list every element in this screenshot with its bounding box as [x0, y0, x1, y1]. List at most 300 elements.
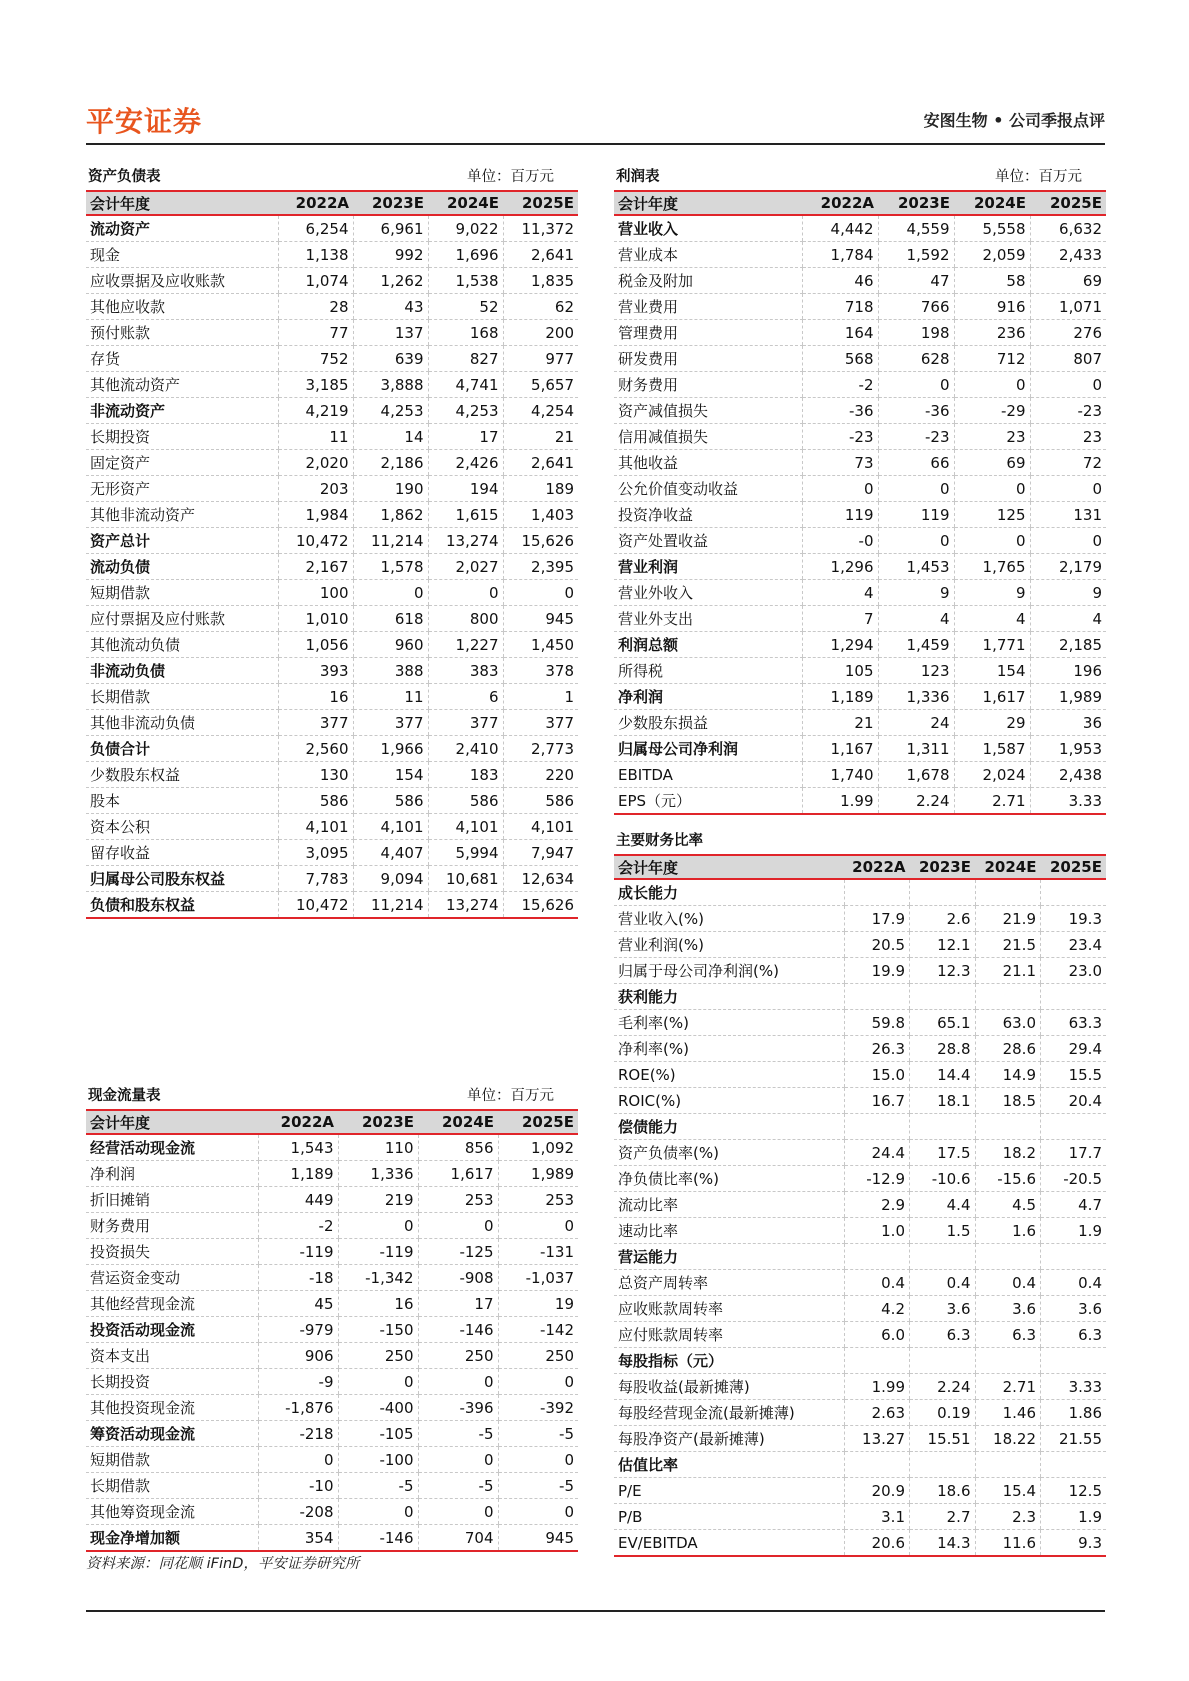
- value-cell: 1,092: [498, 1134, 578, 1161]
- table-row: [614, 932, 1106, 958]
- table-row: [614, 554, 1106, 580]
- income-statement: [614, 164, 1106, 815]
- value-cell: 20.5: [844, 932, 910, 958]
- table-row: [86, 1395, 578, 1421]
- value-cell: 19: [498, 1291, 578, 1317]
- value-cell: 220: [503, 762, 578, 788]
- value-cell: 0: [954, 528, 1030, 554]
- value-cell: 0.19: [910, 1400, 976, 1426]
- value-cell: [1041, 1348, 1107, 1374]
- value-cell: 9: [1030, 580, 1106, 606]
- table-row: [614, 906, 1106, 932]
- row-label: 管理费用: [614, 320, 802, 346]
- value-cell: 2,167: [278, 554, 353, 580]
- value-cell: -15.6: [975, 1166, 1041, 1192]
- value-cell: -1,342: [338, 1265, 418, 1291]
- value-cell: 12.5: [1041, 1478, 1107, 1504]
- table-row: [86, 1499, 578, 1525]
- value-cell: 377: [353, 710, 428, 736]
- value-cell: 1,835: [503, 268, 578, 294]
- table-row: [614, 1426, 1106, 1452]
- value-cell: 10,681: [428, 866, 503, 892]
- value-cell: 28.6: [975, 1036, 1041, 1062]
- header-year-cell: 2024E: [954, 191, 1030, 215]
- row-label: 所得税: [614, 658, 802, 684]
- value-cell: 1.99: [844, 1374, 910, 1400]
- row-label: 留存收益: [86, 840, 278, 866]
- value-cell: 4,254: [503, 398, 578, 424]
- value-cell: 6.3: [910, 1322, 976, 1348]
- table-row: [614, 1010, 1106, 1036]
- value-cell: 4.5: [975, 1192, 1041, 1218]
- value-cell: -5: [498, 1473, 578, 1499]
- value-cell: -23: [878, 424, 954, 450]
- value-cell: 17.7: [1041, 1140, 1107, 1166]
- value-cell: -131: [498, 1239, 578, 1265]
- value-cell: 63.0: [975, 1010, 1041, 1036]
- row-label: 其他流动资产: [86, 372, 278, 398]
- value-cell: 4: [878, 606, 954, 632]
- value-cell: 23.0: [1041, 958, 1107, 984]
- table-row: [86, 710, 578, 736]
- table-row: [614, 1348, 1106, 1374]
- header-year-cell: 2023E: [353, 191, 428, 215]
- value-cell: 1.46: [975, 1400, 1041, 1426]
- value-cell: 4,253: [428, 398, 503, 424]
- row-label: 偿债能力: [614, 1114, 844, 1140]
- value-cell: 15,626: [503, 528, 578, 554]
- table-row: [614, 684, 1106, 710]
- value-cell: 1,453: [878, 554, 954, 580]
- table-row: [614, 1322, 1106, 1348]
- header-year-cell: 2022A: [844, 855, 910, 879]
- value-cell: 119: [802, 502, 878, 528]
- value-cell: [975, 1452, 1041, 1478]
- value-cell: 1.5: [910, 1218, 976, 1244]
- table-row: [86, 1134, 578, 1161]
- value-cell: 190: [353, 476, 428, 502]
- value-cell: 15.0: [844, 1062, 910, 1088]
- header-year-cell: 2022A: [278, 191, 353, 215]
- row-label: 每股净资产(最新摊薄): [614, 1426, 844, 1452]
- value-cell: 827: [428, 346, 503, 372]
- table-row: [614, 268, 1106, 294]
- value-cell: [844, 879, 910, 906]
- table-row: [614, 632, 1106, 658]
- table-row: [86, 320, 578, 346]
- row-label: 短期借款: [86, 580, 278, 606]
- value-cell: 13.27: [844, 1426, 910, 1452]
- row-label: 股本: [86, 788, 278, 814]
- table-row: [86, 1187, 578, 1213]
- value-cell: -208: [258, 1499, 338, 1525]
- value-cell: 7,947: [503, 840, 578, 866]
- table-row: [614, 788, 1106, 815]
- value-cell: 26.3: [844, 1036, 910, 1062]
- row-label: 获利能力: [614, 984, 844, 1010]
- row-label: ROIC(%): [614, 1088, 844, 1114]
- value-cell: 9: [954, 580, 1030, 606]
- value-cell: 1,296: [802, 554, 878, 580]
- value-cell: 1,696: [428, 242, 503, 268]
- table-row: [614, 1192, 1106, 1218]
- table-row: [86, 606, 578, 632]
- row-label: 其他流动负债: [86, 632, 278, 658]
- value-cell: [844, 1244, 910, 1270]
- row-label: 短期借款: [86, 1447, 258, 1473]
- row-label: 总资产周转率: [614, 1270, 844, 1296]
- row-label: EPS（元）: [614, 788, 802, 815]
- value-cell: 47: [878, 268, 954, 294]
- table-row: [86, 450, 578, 476]
- financial-ratios: [614, 828, 1106, 1557]
- value-cell: 2,438: [1030, 762, 1106, 788]
- value-cell: 0: [498, 1213, 578, 1239]
- value-cell: [910, 1348, 976, 1374]
- value-cell: 0: [954, 372, 1030, 398]
- value-cell: 0: [1030, 528, 1106, 554]
- row-label: 长期投资: [86, 1369, 258, 1395]
- value-cell: -0: [802, 528, 878, 554]
- value-cell: 718: [802, 294, 878, 320]
- table-row: [614, 320, 1106, 346]
- value-cell: 28: [278, 294, 353, 320]
- table-row: [86, 242, 578, 268]
- row-label: 净负债比率(%): [614, 1166, 844, 1192]
- row-label: 少数股东损益: [614, 710, 802, 736]
- row-label: 资产处置收益: [614, 528, 802, 554]
- value-cell: 1,167: [802, 736, 878, 762]
- balance-sheet-title: 资产负债表: [88, 169, 161, 185]
- value-cell: -218: [258, 1421, 338, 1447]
- value-cell: 10,472: [278, 528, 353, 554]
- cash-flow-title: 现金流量表: [88, 1088, 161, 1104]
- row-label: EV/EBITDA: [614, 1530, 844, 1557]
- row-label: 营运资金变动: [86, 1265, 258, 1291]
- value-cell: 2,024: [954, 762, 1030, 788]
- value-cell: 154: [954, 658, 1030, 684]
- header-label-cell: 会计年度: [86, 1110, 258, 1134]
- table-row: [614, 398, 1106, 424]
- value-cell: 766: [878, 294, 954, 320]
- value-cell: -100: [338, 1447, 418, 1473]
- value-cell: 198: [878, 320, 954, 346]
- row-label: 无形资产: [86, 476, 278, 502]
- table-row: [614, 710, 1106, 736]
- value-cell: 0.4: [844, 1270, 910, 1296]
- value-cell: [975, 1348, 1041, 1374]
- value-cell: 0: [338, 1213, 418, 1239]
- value-cell: 377: [278, 710, 353, 736]
- value-cell: 21: [503, 424, 578, 450]
- table-header-row: [86, 1110, 578, 1134]
- value-cell: 1,056: [278, 632, 353, 658]
- table-row: [86, 424, 578, 450]
- header-year-cell: 2025E: [1041, 855, 1107, 879]
- value-cell: [910, 1244, 976, 1270]
- value-cell: 23.4: [1041, 932, 1107, 958]
- value-cell: [1041, 1452, 1107, 1478]
- value-cell: -5: [338, 1473, 418, 1499]
- row-label: 存货: [86, 346, 278, 372]
- row-label: 长期投资: [86, 424, 278, 450]
- value-cell: 3.6: [1041, 1296, 1107, 1322]
- value-cell: 15.5: [1041, 1062, 1107, 1088]
- value-cell: 992: [353, 242, 428, 268]
- value-cell: 2.3: [975, 1504, 1041, 1530]
- table-row: [86, 502, 578, 528]
- value-cell: -1,876: [258, 1395, 338, 1421]
- row-label: 少数股东权益: [86, 762, 278, 788]
- table-row: [86, 684, 578, 710]
- value-cell: 2,186: [353, 450, 428, 476]
- value-cell: [910, 1114, 976, 1140]
- row-label: 每股指标（元）: [614, 1348, 844, 1374]
- table-row: [614, 736, 1106, 762]
- table-row: [614, 502, 1106, 528]
- value-cell: 0: [954, 476, 1030, 502]
- value-cell: 77: [278, 320, 353, 346]
- value-cell: 2.9: [844, 1192, 910, 1218]
- financial-ratios-table: [614, 854, 1106, 1557]
- value-cell: 1,294: [802, 632, 878, 658]
- value-cell: 0: [498, 1369, 578, 1395]
- row-label: 归属于母公司净利润(%): [614, 958, 844, 984]
- financial-ratios-head: [614, 828, 1106, 854]
- value-cell: 36: [1030, 710, 1106, 736]
- table-row: [614, 1270, 1106, 1296]
- value-cell: -400: [338, 1395, 418, 1421]
- balance-sheet-unit: 单位：百万元: [467, 169, 554, 185]
- value-cell: 6.3: [975, 1322, 1041, 1348]
- value-cell: [910, 879, 976, 906]
- row-label: 财务费用: [86, 1213, 258, 1239]
- value-cell: 4.7: [1041, 1192, 1107, 1218]
- value-cell: 15,626: [503, 892, 578, 919]
- value-cell: 4,407: [353, 840, 428, 866]
- cash-flow-statement: [86, 1083, 578, 1552]
- value-cell: 100: [278, 580, 353, 606]
- value-cell: [844, 1452, 910, 1478]
- value-cell: 0: [418, 1369, 498, 1395]
- income-statement-head: [614, 164, 1106, 190]
- value-cell: 0: [498, 1499, 578, 1525]
- table-row: [86, 554, 578, 580]
- value-cell: 807: [1030, 346, 1106, 372]
- value-cell: 5,558: [954, 215, 1030, 242]
- value-cell: 9,094: [353, 866, 428, 892]
- value-cell: 10,472: [278, 892, 353, 919]
- value-cell: -908: [418, 1265, 498, 1291]
- value-cell: [844, 1348, 910, 1374]
- row-label: 营业收入: [614, 215, 802, 242]
- value-cell: 0: [338, 1369, 418, 1395]
- row-label: 筹资活动现金流: [86, 1421, 258, 1447]
- table-row: [614, 215, 1106, 242]
- value-cell: 11: [353, 684, 428, 710]
- value-cell: 196: [1030, 658, 1106, 684]
- value-cell: 43: [353, 294, 428, 320]
- header-year-cell: 2024E: [975, 855, 1041, 879]
- value-cell: 4,741: [428, 372, 503, 398]
- value-cell: 1.6: [975, 1218, 1041, 1244]
- value-cell: 0: [1030, 476, 1106, 502]
- value-cell: 29.4: [1041, 1036, 1107, 1062]
- table-row: [614, 580, 1106, 606]
- header-label-cell: 会计年度: [614, 191, 802, 215]
- value-cell: 0: [878, 528, 954, 554]
- value-cell: 58: [954, 268, 1030, 294]
- value-cell: 69: [954, 450, 1030, 476]
- row-label: 其他经营现金流: [86, 1291, 258, 1317]
- value-cell: 45: [258, 1291, 338, 1317]
- value-cell: 1,138: [278, 242, 353, 268]
- value-cell: 1,953: [1030, 736, 1106, 762]
- row-label: 营业外支出: [614, 606, 802, 632]
- value-cell: 1.0: [844, 1218, 910, 1244]
- value-cell: 164: [802, 320, 878, 346]
- value-cell: 1,989: [498, 1161, 578, 1187]
- value-cell: 0: [418, 1213, 498, 1239]
- row-label: 流动负债: [86, 554, 278, 580]
- value-cell: 2.7: [910, 1504, 976, 1530]
- value-cell: 1,311: [878, 736, 954, 762]
- row-label: P/E: [614, 1478, 844, 1504]
- value-cell: 219: [338, 1187, 418, 1213]
- value-cell: 393: [278, 658, 353, 684]
- value-cell: 0.4: [910, 1270, 976, 1296]
- table-row: [614, 1036, 1106, 1062]
- row-label: 营业收入(%): [614, 906, 844, 932]
- row-label: 投资活动现金流: [86, 1317, 258, 1343]
- row-label: 折旧摊销: [86, 1187, 258, 1213]
- table-row: [86, 346, 578, 372]
- table-row: [86, 1473, 578, 1499]
- value-cell: 250: [498, 1343, 578, 1369]
- value-cell: 110: [338, 1134, 418, 1161]
- value-cell: 377: [428, 710, 503, 736]
- value-cell: 6,254: [278, 215, 353, 242]
- table-row: [614, 1400, 1106, 1426]
- row-label: 其他投资现金流: [86, 1395, 258, 1421]
- table-row: [614, 372, 1106, 398]
- row-label: ROE(%): [614, 1062, 844, 1088]
- value-cell: 69: [1030, 268, 1106, 294]
- header-year-cell: 2024E: [418, 1110, 498, 1134]
- value-cell: 154: [353, 762, 428, 788]
- value-cell: 0: [802, 476, 878, 502]
- value-cell: 1,617: [954, 684, 1030, 710]
- value-cell: 6,632: [1030, 215, 1106, 242]
- value-cell: 1,678: [878, 762, 954, 788]
- value-cell: 24.4: [844, 1140, 910, 1166]
- value-cell: 16.7: [844, 1088, 910, 1114]
- value-cell: 1,984: [278, 502, 353, 528]
- table-header-row: [614, 855, 1106, 879]
- value-cell: 639: [353, 346, 428, 372]
- table-row: [614, 450, 1106, 476]
- value-cell: 2,395: [503, 554, 578, 580]
- value-cell: 203: [278, 476, 353, 502]
- row-label: 利润总额: [614, 632, 802, 658]
- value-cell: 6.0: [844, 1322, 910, 1348]
- value-cell: 2,027: [428, 554, 503, 580]
- value-cell: 276: [1030, 320, 1106, 346]
- row-label: 每股经营现金流(最新摊薄): [614, 1400, 844, 1426]
- value-cell: 125: [954, 502, 1030, 528]
- value-cell: 131: [1030, 502, 1106, 528]
- data-source-note: 资料来源：同花顺 iFinD，平安证券研究所: [86, 1556, 360, 1572]
- row-label: 税金及附加: [614, 268, 802, 294]
- value-cell: 66: [878, 450, 954, 476]
- value-cell: 586: [353, 788, 428, 814]
- value-cell: -2: [258, 1213, 338, 1239]
- value-cell: 2,641: [503, 242, 578, 268]
- value-cell: 2.24: [878, 788, 954, 815]
- value-cell: 21: [802, 710, 878, 736]
- row-label: 资产负债率(%): [614, 1140, 844, 1166]
- table-row: [86, 762, 578, 788]
- value-cell: 1,784: [802, 242, 878, 268]
- value-cell: 1,189: [258, 1161, 338, 1187]
- value-cell: 388: [353, 658, 428, 684]
- value-cell: 1,615: [428, 502, 503, 528]
- header-year-cell: 2025E: [503, 191, 578, 215]
- value-cell: 1,538: [428, 268, 503, 294]
- value-cell: 2.6: [910, 906, 976, 932]
- value-cell: 0: [418, 1447, 498, 1473]
- value-cell: 1,189: [802, 684, 878, 710]
- value-cell: 377: [503, 710, 578, 736]
- table-row: [86, 840, 578, 866]
- value-cell: 18.5: [975, 1088, 1041, 1114]
- value-cell: 17.9: [844, 906, 910, 932]
- value-cell: 383: [428, 658, 503, 684]
- value-cell: 15.51: [910, 1426, 976, 1452]
- value-cell: 1,765: [954, 554, 1030, 580]
- value-cell: [910, 1452, 976, 1478]
- value-cell: 16: [338, 1291, 418, 1317]
- value-cell: -5: [498, 1421, 578, 1447]
- row-label: 信用减值损失: [614, 424, 802, 450]
- value-cell: 3.6: [975, 1296, 1041, 1322]
- value-cell: 3.6: [910, 1296, 976, 1322]
- value-cell: 4: [1030, 606, 1106, 632]
- value-cell: [1041, 984, 1107, 1010]
- value-cell: 21.9: [975, 906, 1041, 932]
- cash-flow-table: [86, 1109, 578, 1552]
- row-label: 长期借款: [86, 1473, 258, 1499]
- row-label: 毛利率(%): [614, 1010, 844, 1036]
- value-cell: 0: [878, 372, 954, 398]
- value-cell: 945: [498, 1525, 578, 1552]
- value-cell: 906: [258, 1343, 338, 1369]
- brand-logo: 平安证券: [86, 105, 203, 138]
- value-cell: -396: [418, 1395, 498, 1421]
- value-cell: -5: [418, 1473, 498, 1499]
- row-label: 其他非流动负债: [86, 710, 278, 736]
- financial-ratios-title: 主要财务比率: [616, 833, 703, 849]
- table-row: [614, 1114, 1106, 1140]
- value-cell: 12,634: [503, 866, 578, 892]
- value-cell: 1,336: [878, 684, 954, 710]
- value-cell: 2,185: [1030, 632, 1106, 658]
- cash-flow-head: [86, 1083, 578, 1109]
- value-cell: 21.55: [1041, 1426, 1107, 1452]
- header-year-cell: 2022A: [258, 1110, 338, 1134]
- value-cell: 130: [278, 762, 353, 788]
- income-statement-table: [614, 190, 1106, 815]
